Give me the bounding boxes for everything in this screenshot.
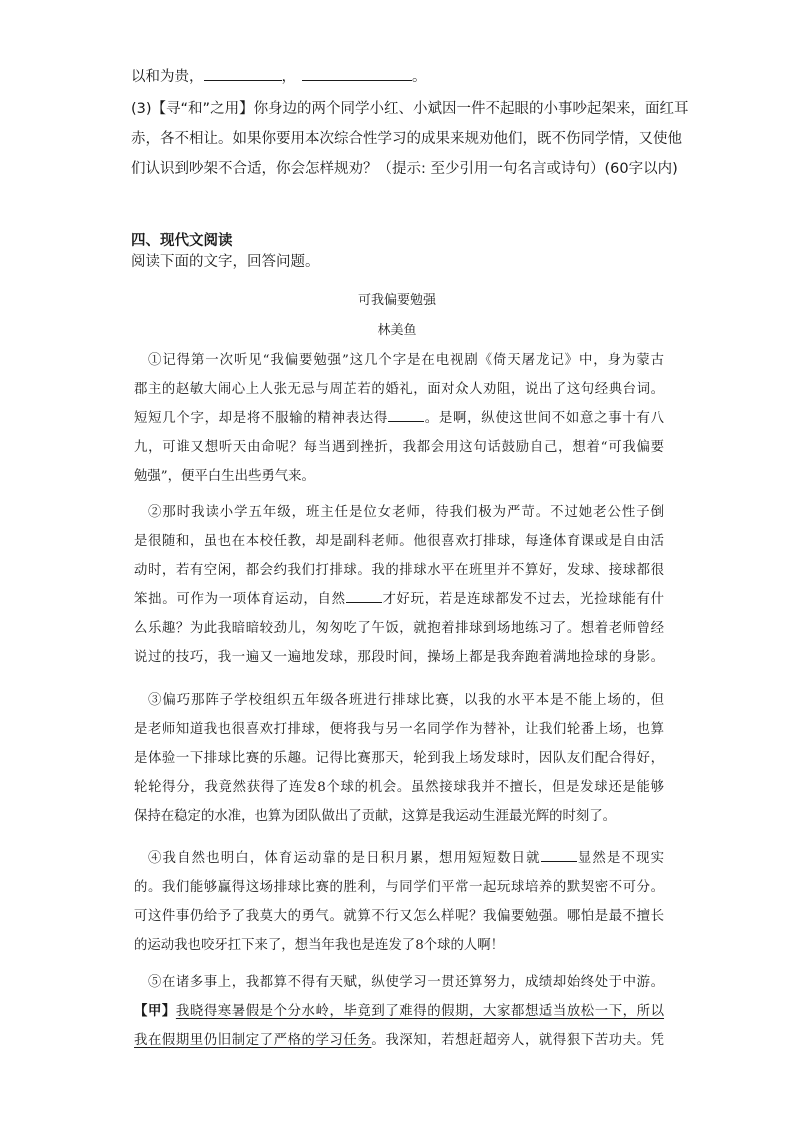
paragraph-line: 是体验一下排球比赛的乐趣。记得比赛那天，轮到我上场发球时，因队友们配合得好， [134,751,664,766]
fill-blank[interactable] [541,849,577,862]
article-author: 林美鱼 [377,323,417,338]
paragraph-line: 是很随和，虽也在本校任教，却是副科老师。他很喜欢打排球，每逢体育课或是自由活 [134,534,664,549]
answer-blank[interactable] [204,66,282,81]
paragraph-line: 么乐趣？为此我暗暗较劲儿，匆匆吃了午饭，就抱着排球到场地练习了。想着老师曾经 [134,621,664,636]
answer-blank[interactable] [302,66,412,81]
paragraph-line: 轮轮得分，我竟然获得了连发8个球的机会。虽然接球我并不擅长，但是发球还是能够 [134,780,664,795]
q3-line: 赤，各不相让。如果你要用本次综合性学习的成果来规劝他们，既不伤同学情，又使他 [131,131,682,147]
q3-line: 们认识到吵架不合适，你会怎样规劝？（提示: 至少引用一句名言或诗句）(60字以内) [131,161,678,177]
paragraph-line [134,997,664,1026]
paragraph-line: 郡主的赵敏大闹心上人张无忌与周芷若的婚礼，面对众人劝阻，说出了这句经典台词。 [134,382,664,397]
paragraph-line: ⑤在诸多事上，我都算不得有天赋，纵使学习一贯还算努力，成绩却始终处于中游。 [148,975,664,990]
paragraph-line: 勉强”，便平白生出些勇气来。 [134,469,315,484]
paragraph-line: 短短几个字，却是将不服输的精神表达得 。是啊，纵使这世间不如意之事十有八 [134,411,665,426]
paragraph-line: 可这件事仍给予了我莫大的勇气。就算不行又怎么样呢？我偏要勉强。哪怕是最不擅长 [134,909,664,924]
underlined-sentence: 我在假期里仍旧制定了严格的学习任务 [134,1033,372,1048]
paragraph-line: 的。我们能够赢得这场排球比赛的胜利，与同学们平常一起玩球培养的默契密不可分。 [134,880,664,895]
paragraph-line: ②那时我读小学五年级，班主任是位女老师，待我们极为严苛。不过她老公性子倒 [148,505,664,520]
marker-jia: 【甲】 [134,1003,176,1019]
section-title: 四、现代文阅读 [131,233,233,249]
fill-blank[interactable] [388,409,424,422]
fill-blank[interactable] [346,590,382,603]
paragraph-line: 九，可谁又想听天由命呢？每当遇到挫折，我都会用这句话鼓励自己，想着“可我偏要 [134,440,664,455]
q3-line: (3)【寻“和”之用】你身边的两个同学小红、小斌因一件不起眼的小事吵起架来，面红耳 [131,101,689,117]
paragraph-line: 说过的技巧，我一遍又一遍地发球，那段时间，操场上都是我奔跑着满地捡球的身影。 [134,650,664,665]
paragraph-line: ①记得第一次听见“我偏要勉强”这几个字是在电视剧《倚天屠龙记》中，身为蒙古 [148,353,664,368]
paragraph-line: 动时，若有空闲，都会约我们打排球。我的排球水平在班里并不算好，发球、接球都很 [134,563,664,578]
paragraph-line: ③偏巧那阵子学校组织五年级各班进行排球比赛，以我的水平本是不能上场的，但 [148,693,664,708]
paragraph-line: 是老师知道我也很喜欢打排球，便将我与另一名同学作为替补，让我们轮番上场，也算 [134,722,664,737]
paragraph-line: 保持在稳定的水准，也算为团队做出了贡献，这算是我运动生涯最光辉的时刻了。 [134,809,617,824]
q2-answer-line: 以和为贵， ， 。 [131,66,427,87]
article-title: 可我偏要勉强 [357,293,436,308]
underlined-sentence: 我晓得寒暑假是个分水岭，毕竟到了难得的假期，大家都想适当放松一下，所以 [175,1004,665,1019]
paragraph-line: 笨拙。可作为一项体育运动，自然 才好玩，若是连球都发不过去，光捡球能有什 [134,592,665,607]
section-instruction: 阅读下面的文字，回答问题。 [131,254,320,270]
paragraph-line: 的运动我也咬牙扛下来了，想当年我也是连发了8个球的人啊！ [134,938,505,953]
paragraph-line: ④我自然也明白，体育运动靠的是日积月累，想用短短数日就 显然是不现实 [148,851,665,866]
paragraph-line: 我在假期里仍旧制定了严格的学习任务。我深知，若想赶超旁人，就得狠下苦功夫。凭 [134,1033,665,1048]
